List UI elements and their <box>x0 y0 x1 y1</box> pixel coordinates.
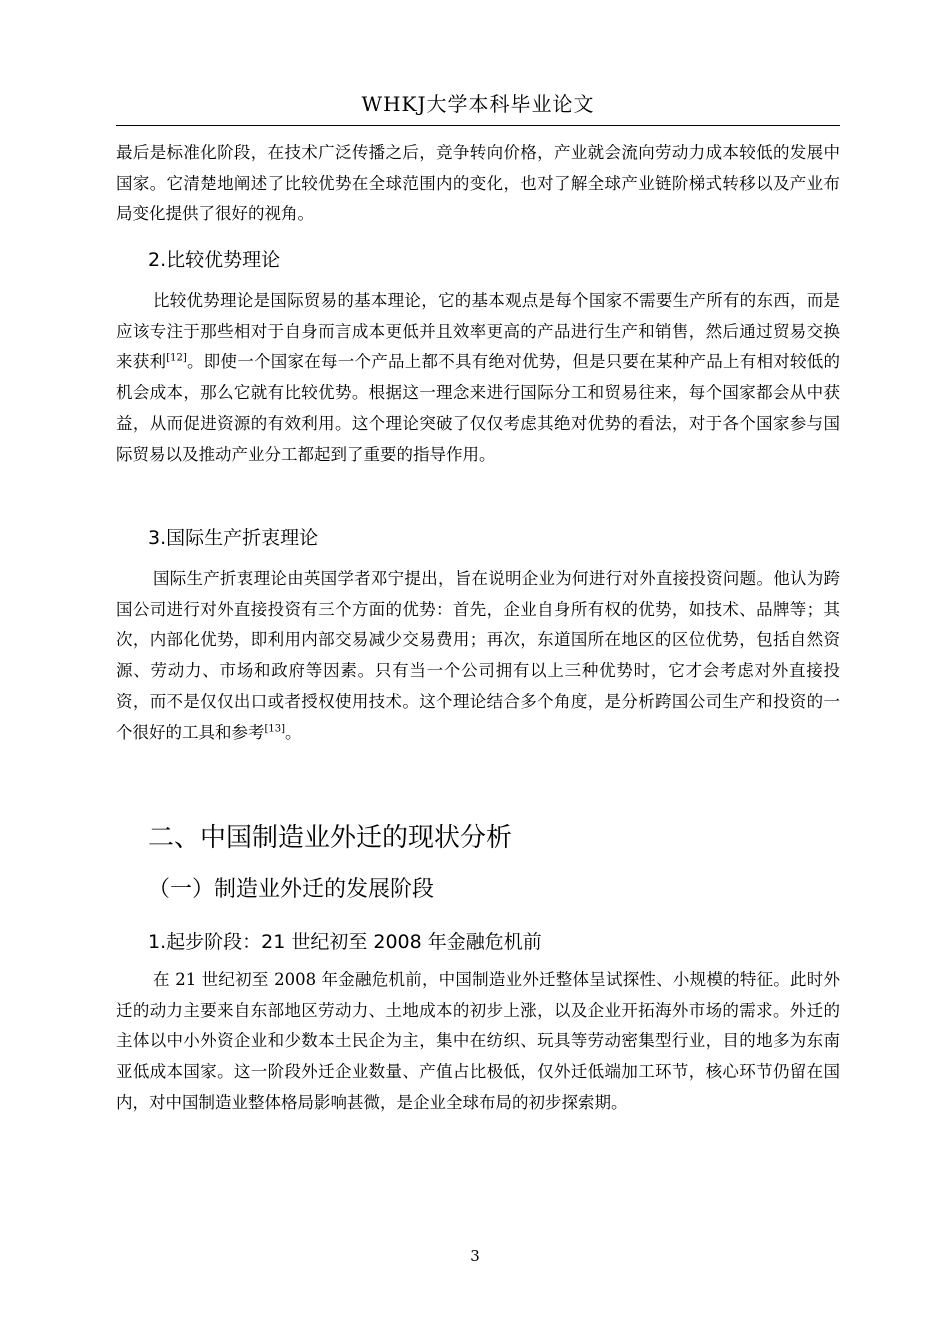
chapter-heading: 二、中国制造业外迁的现状分析 <box>148 823 513 853</box>
section-heading-eclectic-theory: 3.国际生产折衷理论 <box>148 527 319 549</box>
comparative-advantage-paragraph <box>116 286 840 470</box>
citation-ref: [13] <box>264 723 286 735</box>
section-heading-comparative-advantage: 2.比较优势理论 <box>148 249 281 271</box>
paragraph-text-cont: 。 <box>285 722 302 742</box>
paragraph-text: 比较优势理论是国际贸易的基本理论，它的基本观点是每个国家不需要生产所有的东西，而是应该专注于那些相对于自身而言成本更低并且效率更高的产品进行生产和销售，然后通过贸易交换来获利 <box>116 291 840 372</box>
eclectic-theory-paragraph <box>116 564 840 748</box>
item-heading-initial-stage: 1.起步阶段：21 世纪初至 2008 年金融危机前 <box>148 931 542 953</box>
subsection-heading: （一）制造业外迁的发展阶段 <box>148 877 435 902</box>
page-header: WHKJ大学本科毕业论文 <box>361 92 595 116</box>
paragraph-text: 国际生产折衷理论由英国学者邓宁提出，旨在说明企业为何进行对外直接投资问题。他认为跨国公司进行对外直接投资有三个方面的优势：首先，企业自身所有权的优势，如技术、品牌等；其次，内部化优势，即利用内部交易减少交易费用；再次，东道国所在地区的区位优势，包括自然资源、劳动力、市场和政府等因素。只有当一个公司拥有以上三种优势时，它才会考虑对外直接投资，而不是仅仅出口或者授权使用技术。这个理论结合多个角度，是分析跨国公司生产和投资的一个很好的工具和参考 <box>116 569 840 742</box>
intro-paragraph: 最后是标准化阶段，在技术广泛传播之后，竞争转向价格，产业就会流向劳动力成本较低的发展中国家。它清楚地阐述了比较优势在全球范围内的变化，也对了解全球产业链阶梯式转移以及产业布局变化提供了很好的视角。 <box>116 143 840 224</box>
paragraph-text-cont: 。即使一个国家在每一个产品上都不具有绝对优势，但是只要在某种产品上有相对较低的机会成本，那么它就有比较优势。根据这一理念来进行国际分工和贸易往来，每个国家都会从中获益，从而促进资源的有效利用。这个理论突破了仅仅考虑其绝对优势的看法，对于各个国家参与国际贸易以及推动产业分工都起到了重要的指导作用。 <box>116 352 841 464</box>
header-rule <box>116 125 840 126</box>
citation-ref: [12] <box>166 352 187 364</box>
page-number: 3 <box>470 1247 480 1265</box>
initial-stage-paragraph: 在 21 世纪初至 2008 年金融危机前，中国制造业外迁整体呈试探性、小规模的特征。此时外迁的动力主要来自东部地区劳动力、土地成本的初步上涨，以及企业开拓海外市场的需求。外迁的主体以中小外资企业和少数本土民企为主，集中在纺织、玩具等劳动密集型行业，目的地多为东南亚低成本国家。这一阶段外迁企业数量、产值占比极低，仅外迁低端加工环节，核心环节仍留在国内，对中国制造业整体格局影响甚微，是企业全球布局的初步探索期。 <box>116 970 840 1112</box>
